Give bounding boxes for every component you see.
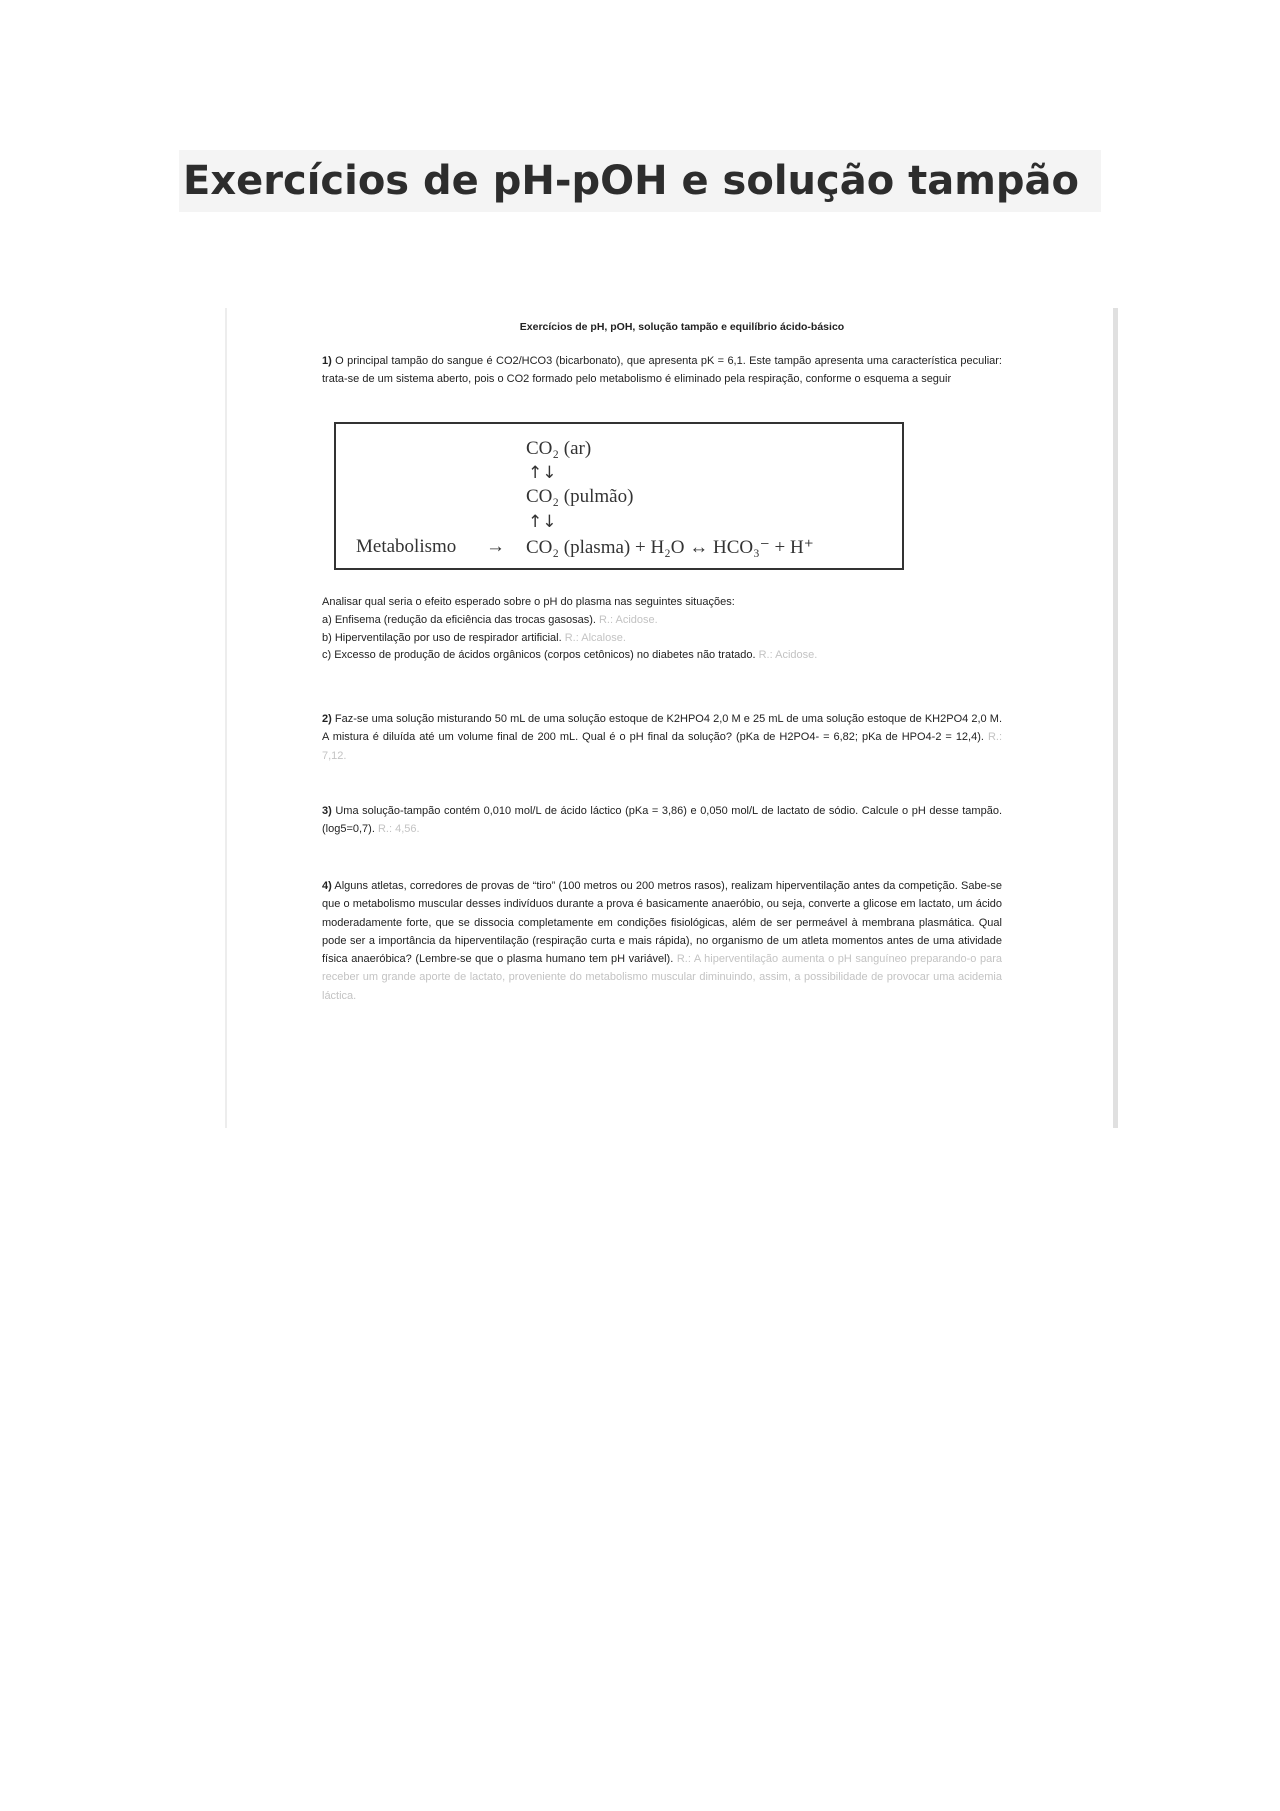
analysis-intro: Analisar qual seria o efeito esperado sobre o pH do plasma nas seguintes situações: [322, 596, 735, 608]
analysis-item-b: b) Hiperventilação por uso de respirador artificial. R.: Alcalose. [322, 631, 626, 644]
question-1-text: O principal tampão do sangue é CO2/HCO3 (bicarbonato), que apresenta pK = 6,1. Este tampão apresenta uma característica peculiar: trata-se de um sistema aberto, pois o CO2 formado pelo metabolismo é eliminado pela respiração, conforme o esquema a seguir [322, 355, 1002, 386]
answer-2: R.: 7,12. [322, 731, 1002, 762]
analysis-item-a: a) Enfisema (redução da eficiência das trocas gasosas). R.: Acidose. [322, 613, 658, 626]
diagram-metabolismo: Metabolismo [356, 536, 457, 557]
document-heading: Exercícios de pH, pOH, solução tampão e equilíbrio ácido-básico [519, 321, 845, 333]
question-3-text: Uma solução-tampão contém 0,010 mol/L de ácido láctico (pKa = 3,86) e 0,050 mol/L de lactato de sódio. Calcule o pH desse tampão. (log5=0,7). [322, 805, 1002, 836]
answer-4: R.: A hiperventilação aumenta o pH sanguíneo preparando-o para receber um grande aporte de lactato, proveniente do metabolismo muscular diminuindo, assim, a possibilidade de provocar uma acidemia láctica. [322, 953, 1003, 1002]
question-4-text: Alguns atletas, corredores de provas de “tiro” (100 metros ou 200 metros rasos), realizam hiperventilação antes da competição. Sabe-se que o metabolismo muscular desses indivíduos durante a prova é basicamente anaeróbio, ou seja, converte a glicose em lactato, um ácido moderadamente forte, que se dissocia completamente em condições fisiológicas, além de ser permeável à membrana plasmática. Qual pode ser a importância da hiperventilação (respiração curta e mais rápida), no organismo de um atleta momentos antes de uma atividade física anaeróbica? (Lembre-se que o plasma humano tem pH variável). [322, 880, 1002, 966]
question-2-number: 2) [322, 713, 332, 725]
analysis-section [322, 594, 1002, 665]
diagram-co2-pulmao: CO₂ (pulmão) [526, 486, 634, 507]
question-1 [322, 352, 1002, 389]
answer-b: R.: Alcalose. [564, 631, 626, 644]
answer-3: R.: 4,56. [377, 823, 420, 836]
question-3 [322, 802, 1002, 839]
diagram-right-arrow: → [486, 536, 505, 557]
question-2 [322, 710, 1002, 765]
diagram-updown-arrows-1: ↑↓ [528, 463, 557, 483]
question-3-number: 3) [322, 805, 332, 817]
answer-a: R.: Acidose. [598, 613, 658, 626]
page-title: Exercícios de pH-pOH e solução tampão [183, 158, 1080, 204]
page-title-bar [179, 150, 1101, 212]
analysis-item-c: c) Excesso de produção de ácidos orgânicos (corpos cetônicos) no diabetes não tratado. R.: Acidose. [322, 649, 818, 662]
diagram-equation: CO₂ (plasma) + H₂O ↔ HCO₃⁻ + H⁺ [526, 537, 814, 558]
question-4-number: 4) [322, 880, 332, 892]
co2-buffer-diagram [334, 422, 904, 570]
question-4 [322, 877, 1002, 1005]
diagram-co2-ar: CO₂ (ar) [526, 438, 592, 459]
answer-c: R.: Acidose. [758, 649, 818, 662]
document-body [322, 308, 1003, 1002]
question-2-text: Faz-se uma solução misturando 50 mL de uma solução estoque de K2HPO4 2,0 M e 25 mL de uma solução estoque de KH2PO4 2,0 M. A mistura é diluída até um volume final de 200 mL. Qual é o pH final da solução? (pKa de H2PO4- = 6,82; pKa de HPO4-2 = 12,4). [322, 713, 1002, 744]
question-1-number: 1) [322, 355, 332, 367]
scanned-document [225, 308, 1118, 1128]
diagram-updown-arrows-2: ↑↓ [528, 512, 557, 532]
